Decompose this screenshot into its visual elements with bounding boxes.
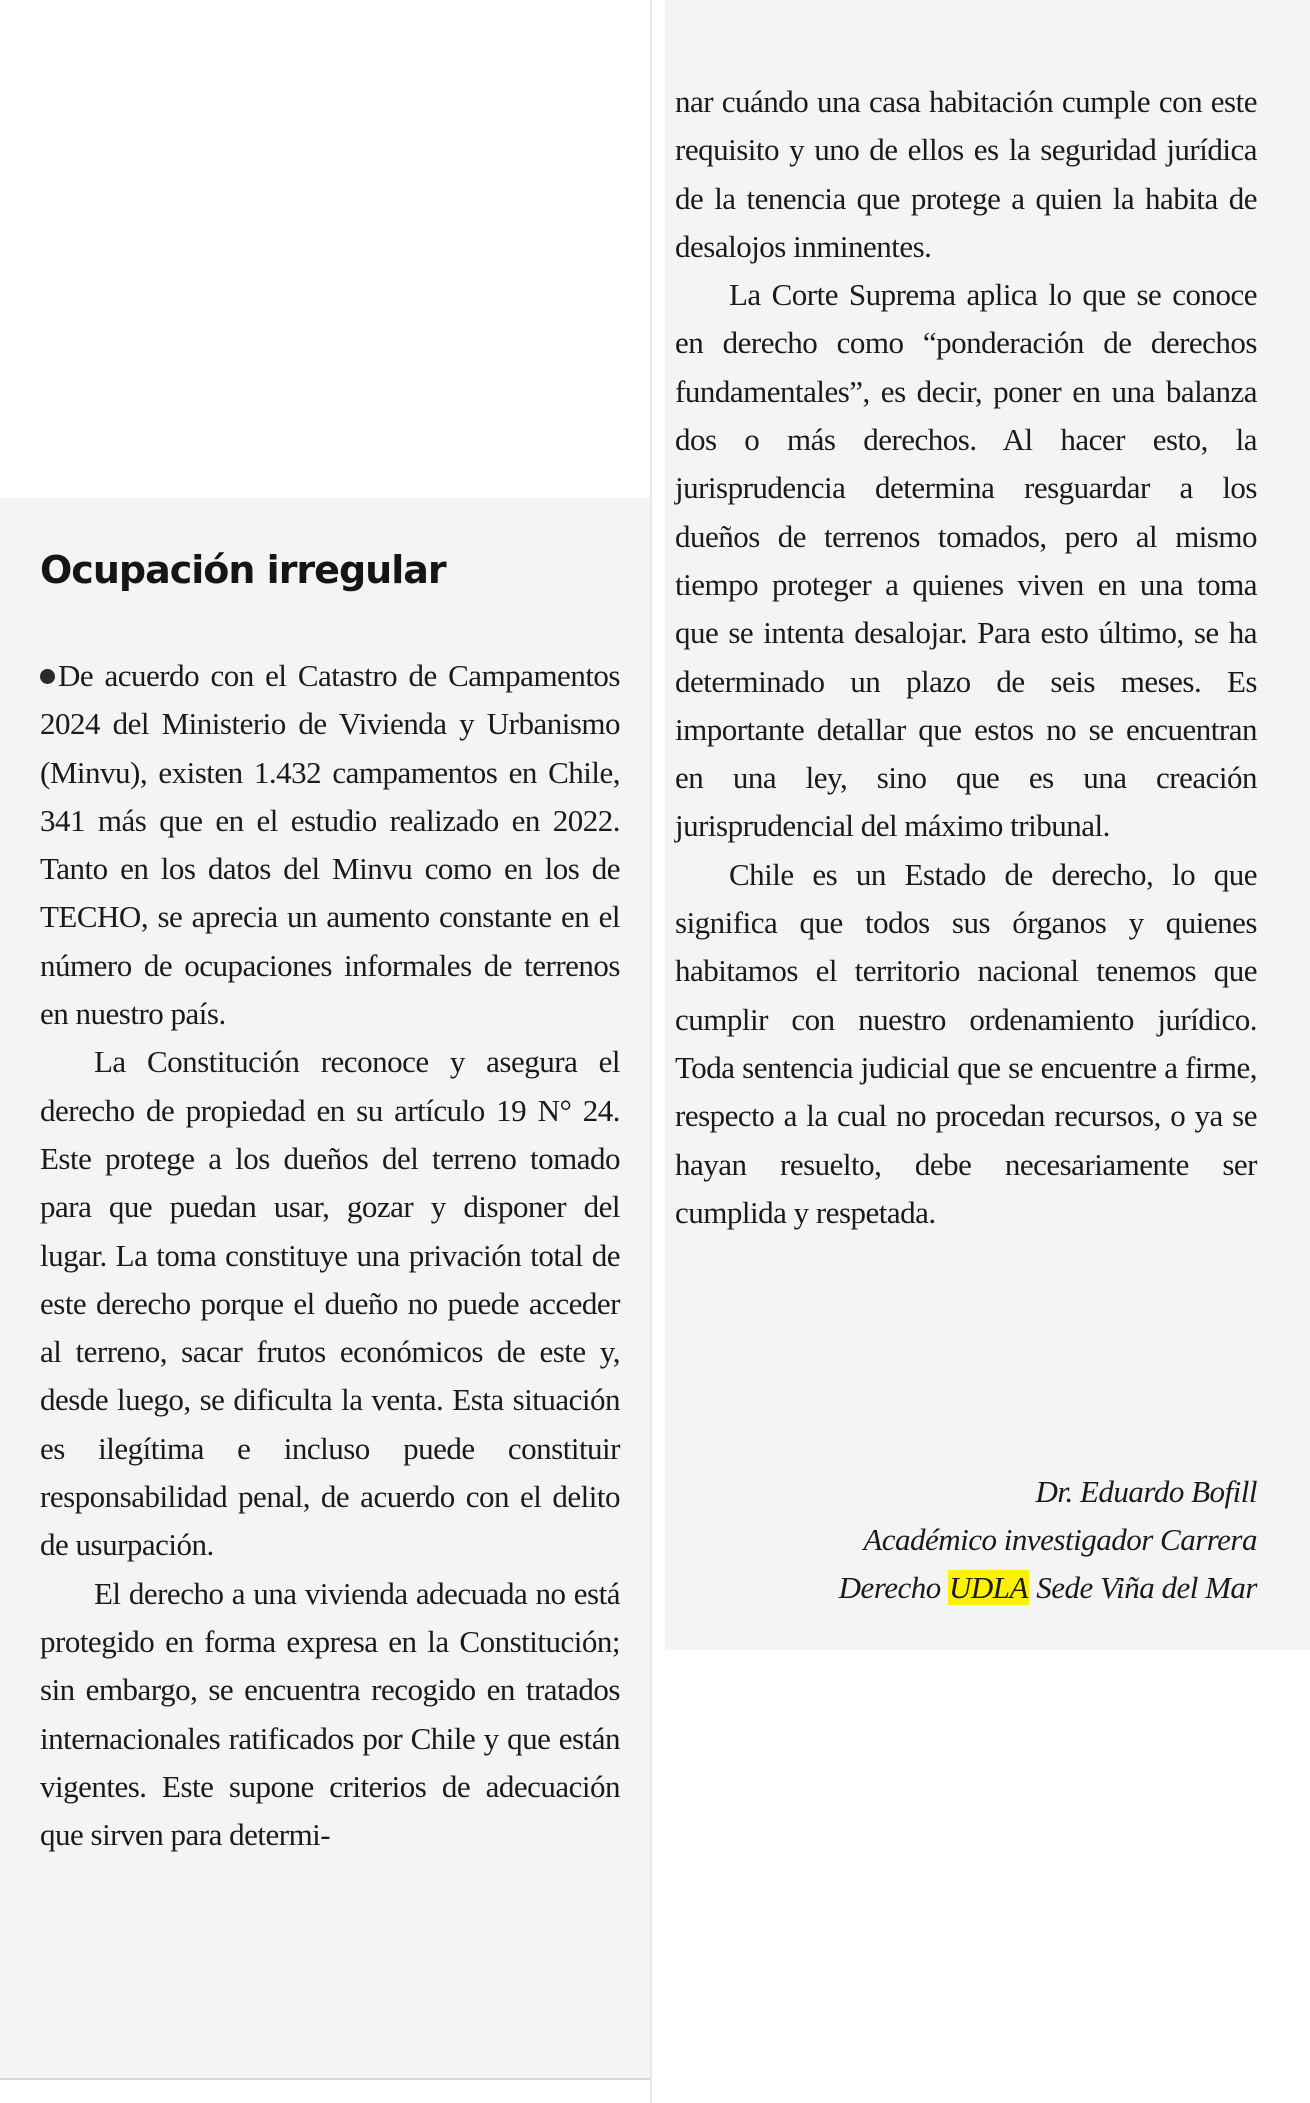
paragraph-3: El derecho a una vivienda adecuada no está protegido en forma expresa en la Constitución; sin embargo, se encuentra recogido en tratados internacionales ratificados por Chile y que están vigentes. Este supone criterios de adecuación que sirven para determi-: [40, 1575, 620, 1853]
affiliation-prefix: Derecho: [838, 1570, 941, 1605]
paragraph-1-text: De acuerdo con el Catastro de Campamentos 2024 del Ministerio de Vivienda y Urbanismo (Minvu), existen 1.432 campamentos en Chile, 341 más que en el estudio realizado en 2022. Tanto en los datos del Minvu como en los de TECHO, se aprecia un aumento constante en el número de ocupaciones informales de terrenos en nuestro país.: [40, 658, 620, 1032]
paragraph-6: Chile es un Estado de derecho, lo que significa que todos sus órganos y quienes habitamos el territorio nacional tenemos que cumplir con nuestro ordenamiento jurídico. Toda sentencia judicial que se encuentre a firme, respecto a la cual no procedan recursos, o ya se hayan resuelto, debe necesariamente ser cumplida y respetada.: [675, 856, 1257, 1230]
paragraph-2: La Constitución reconoce y asegura el derecho de propiedad en su artículo 19 N° 24. Este protege a los dueños del terreno tomado para que puedan usar, gozar y disponer del lugar. La toma constituye una privación total de este derecho porque el dueño no puede acceder al terreno, sacar frutos económicos de este y, desde luego, se dificulta la venta. Esta situación es ilegítima e incluso puede constituir responsabilidad penal, de acuerdo con el delito de usurpación.: [40, 1044, 620, 1563]
affiliation-suffix: Sede Viña del Mar: [1036, 1570, 1257, 1605]
paragraph-4: nar cuándo una casa habitación cumple con este requisito y uno de ellos es la seguridad jurídica de la tenencia que protege a quien la habita de desalojos inminentes.: [675, 84, 1257, 264]
paragraph-5: La Corte Suprema aplica lo que se conoce en derecho como “ponderación de derechos fundamentales”, es decir, poner en una balanza dos o más derechos. Al hacer esto, la jurisprudencia determina resguardar a los dueños de terrenos tomados, pero al mismo tiempo proteger a quienes viven en una toma que se intenta desalojar. Para esto último, se ha determinado un plazo de seis meses. Es importante detallar que estos no se encuentran en una ley, sino que es una creación jurisprudencial del máximo tribunal.: [675, 277, 1257, 844]
bullet-icon: [40, 669, 55, 684]
paragraph-1: [40, 652, 620, 1038]
column-divider: [650, 0, 652, 2103]
left-column-text: [40, 652, 620, 1859]
institution-highlight: UDLA: [949, 1570, 1028, 1605]
author-affiliation: [675, 1564, 1257, 1612]
article-heading: Ocupación irregular: [40, 548, 446, 592]
author-role: Académico investigador Carrera: [863, 1522, 1257, 1557]
author-name: Dr. Eduardo Bofill: [1035, 1474, 1257, 1509]
author-signature: [675, 1468, 1257, 1612]
right-column-text: [675, 78, 1257, 1237]
